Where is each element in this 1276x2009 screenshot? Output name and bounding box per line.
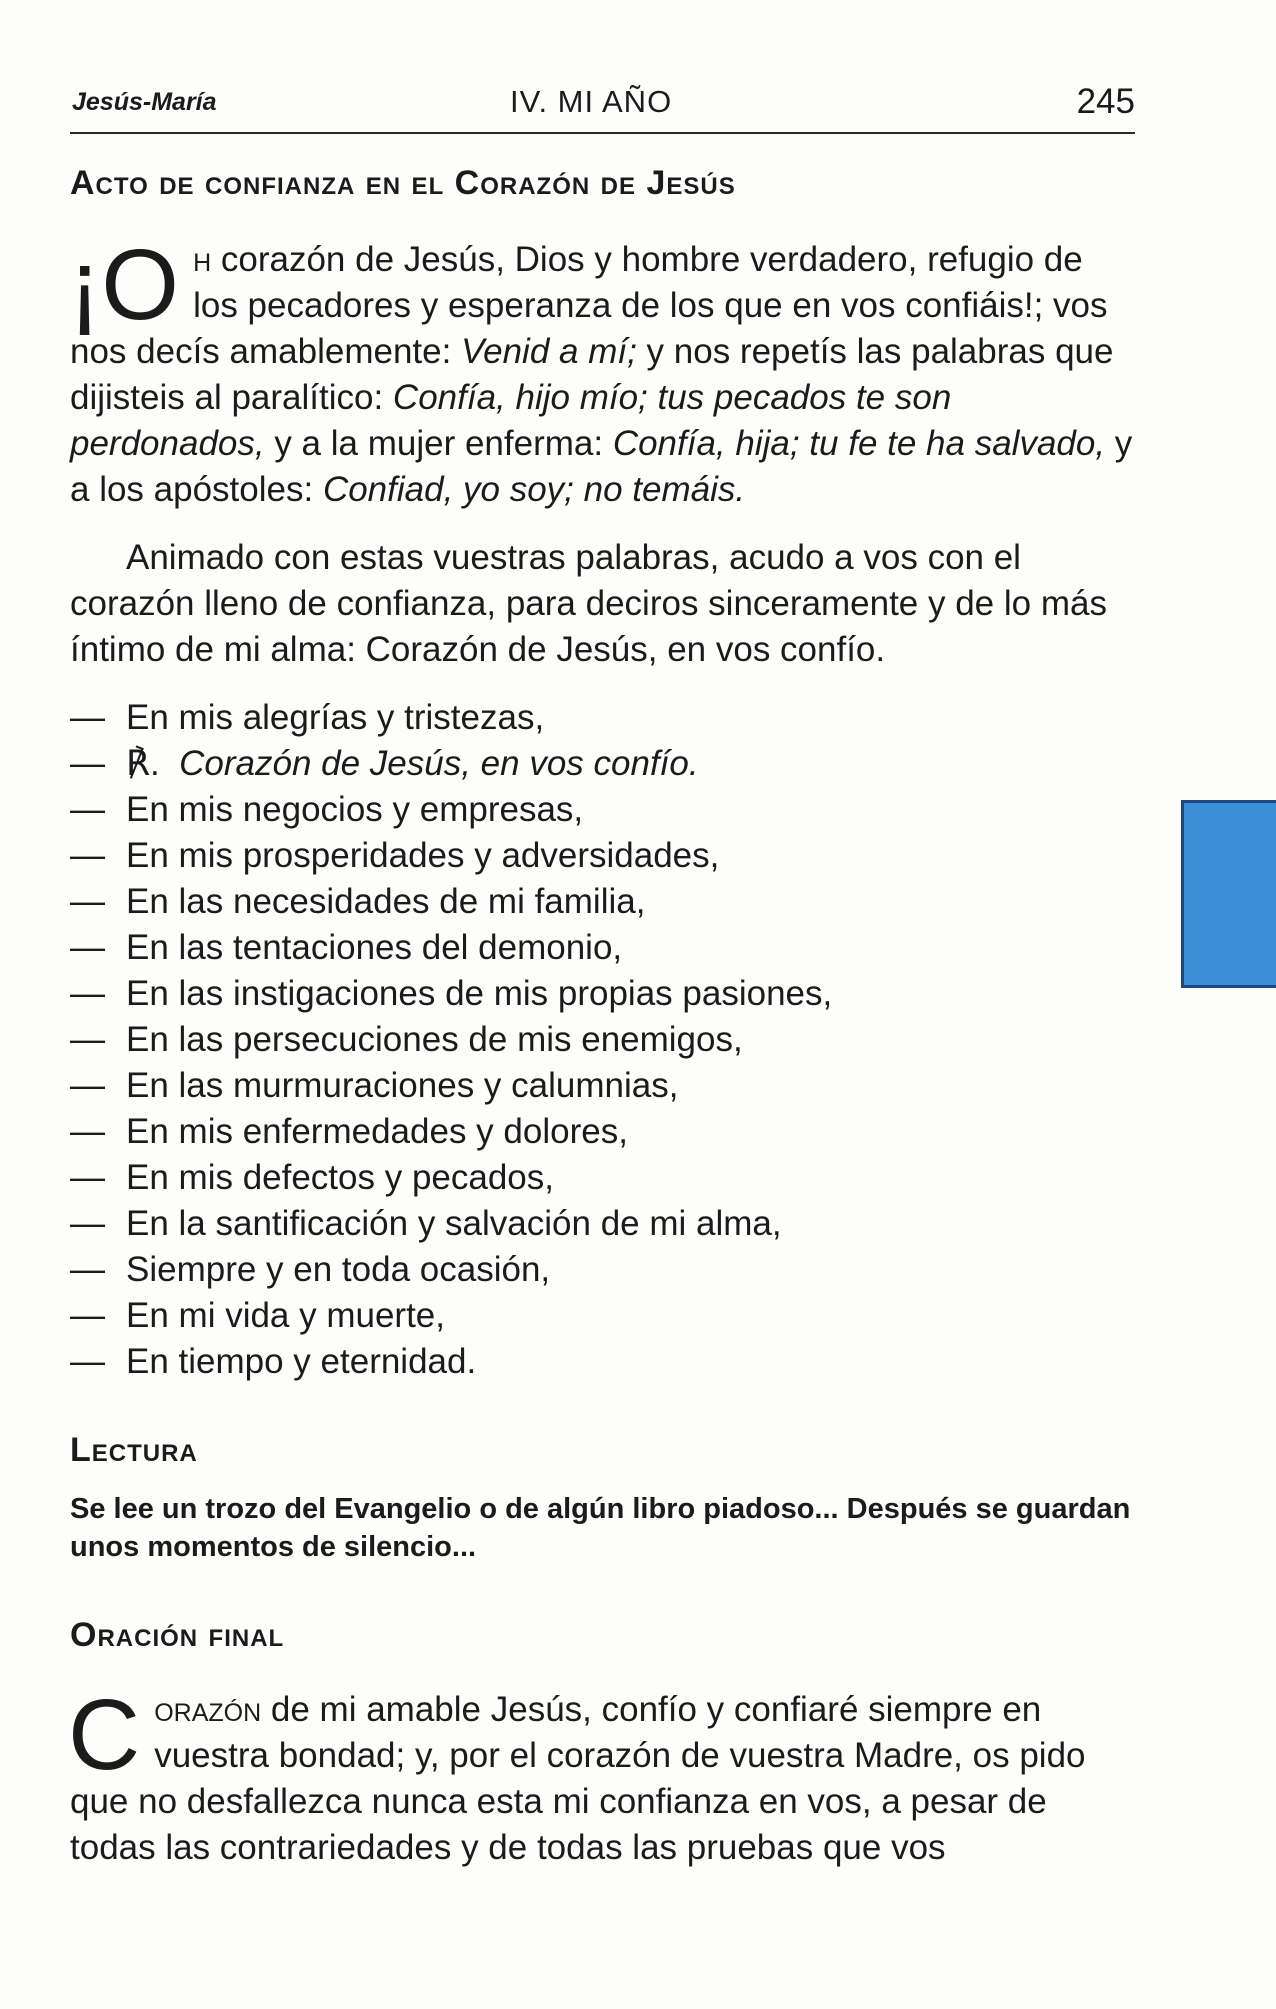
invocation-item [70, 1247, 1135, 1293]
dash: — [70, 744, 105, 783]
text-run: corazón de Jesús, Dios y hombre verdadero, refugio de los pecadores y esperanza de los que en vos confiáis!; vos nos decís amablemente: [70, 240, 1108, 371]
invocation-item [70, 1201, 1135, 1247]
invocation-item [70, 1063, 1135, 1109]
dash: — [70, 882, 105, 921]
drop-cap: ¡O [68, 229, 180, 341]
book-page [70, 80, 1135, 1871]
italic-quote: Confía, hijo mío; tus pecados te son perdonados, [70, 378, 952, 463]
invocation-item [70, 695, 1135, 741]
text-run: y nos repetís las palabras que dijisteis al paralítico: [70, 332, 1114, 417]
invocation-item [70, 787, 1135, 833]
dash: — [70, 1342, 105, 1381]
response-symbol: ℟. [126, 744, 160, 783]
blue-page-tab [1181, 800, 1276, 988]
dash: — [70, 1066, 105, 1105]
section-heading-lectura: Lectura [70, 1431, 198, 1469]
italic-quote: Confiad, yo soy; no temáis. [322, 470, 746, 509]
invocation-item [70, 971, 1135, 1017]
page-number: 245 [1076, 82, 1135, 121]
dash: — [70, 790, 105, 829]
invocation-text: Siempre y en toda ocasión, [126, 1250, 551, 1289]
invocation-text: En mis defectos y pecados, [126, 1158, 554, 1197]
invocation-text: En las tentaciones del demonio, [126, 928, 623, 967]
invocation-text: En mis negocios y empresas, [126, 790, 584, 829]
dash: — [70, 698, 105, 737]
invocation-text: En tiempo y eternidad. [126, 1342, 477, 1381]
rubric-text: Se lee un trozo del Evangelio o de algún libro piadoso... Después se guardan unos momentos de silencio... [70, 1493, 1131, 1563]
section-heading-oracion-final: Oración final [70, 1616, 285, 1654]
invocation-item [70, 1155, 1135, 1201]
text-run: y a los apóstoles: [70, 424, 1133, 509]
text-run: de mi amable Jesús, confío y confiaré siempre en vuestra bondad; y, por el corazón de vuestra Madre, os pido que no desfallezca nunca esta mi confianza en vos, a pesar de todas las contrariedades y de todas las pruebas que vos [70, 1690, 1086, 1867]
dash: — [70, 974, 105, 1013]
invocation-text: En la santificación y salvación de mi alma, [126, 1204, 782, 1243]
invocation-text: En las necesidades de mi familia, [126, 882, 646, 921]
invocation-item [70, 879, 1135, 925]
invocation-text: En mis alegrías y tristezas, [126, 698, 545, 737]
invocation-text: En las instigaciones de mis propias pasiones, [126, 974, 833, 1013]
italic-quote: Venid a mí; [461, 332, 637, 371]
dash: — [70, 1020, 105, 1059]
prayer-paragraph-1 [68, 229, 1135, 513]
header-book-title: Jesús-María [72, 88, 217, 116]
invocation-text: En mis prosperidades y adversidades, [126, 836, 720, 875]
invocation-list [70, 695, 1135, 1385]
italic-quote: Confía, hija; tu fe te ha salvado, [612, 424, 1106, 463]
drop-cap-rest: h [193, 240, 212, 279]
invocation-item [70, 1293, 1135, 1339]
drop-cap-rest: orazón [154, 1690, 262, 1729]
dash: — [70, 1250, 105, 1289]
response-item [70, 741, 1135, 787]
section-heading-acto: Acto de confianza en el Corazón de Jesús [70, 164, 736, 202]
invocation-text: En mis enfermedades y dolores, [126, 1112, 628, 1151]
dash: — [70, 1112, 105, 1151]
invocation-item [70, 1339, 1135, 1385]
response-text: Corazón de Jesús, en vos confío. [179, 744, 699, 783]
invocation-text: En las murmuraciones y calumnias, [126, 1066, 679, 1105]
final-prayer-paragraph [68, 1679, 1135, 1871]
invocation-item [70, 1017, 1135, 1063]
invocation-item [70, 1109, 1135, 1155]
invocation-text: En mi vida y muerte, [126, 1296, 445, 1335]
invocation-text: En las persecuciones de mis enemigos, [126, 1020, 743, 1059]
text-run: y a la mujer enferma: [264, 424, 613, 463]
header-chapter: IV. MI AÑO [510, 84, 673, 119]
invocation-item [70, 925, 1135, 971]
prayer-paragraph-2: Animado con estas vuestras palabras, acudo a vos con el corazón lleno de confianza, para deciros sinceramente y de lo más íntimo de mi alma: Corazón de Jesús, en vos confío. [70, 538, 1107, 669]
running-header [70, 80, 1135, 134]
dash: — [70, 1158, 105, 1197]
dash: — [70, 928, 105, 967]
dash: — [70, 836, 105, 875]
dash: — [70, 1296, 105, 1335]
invocation-item [70, 833, 1135, 879]
dash: — [70, 1204, 105, 1243]
drop-cap: C [68, 1679, 141, 1791]
